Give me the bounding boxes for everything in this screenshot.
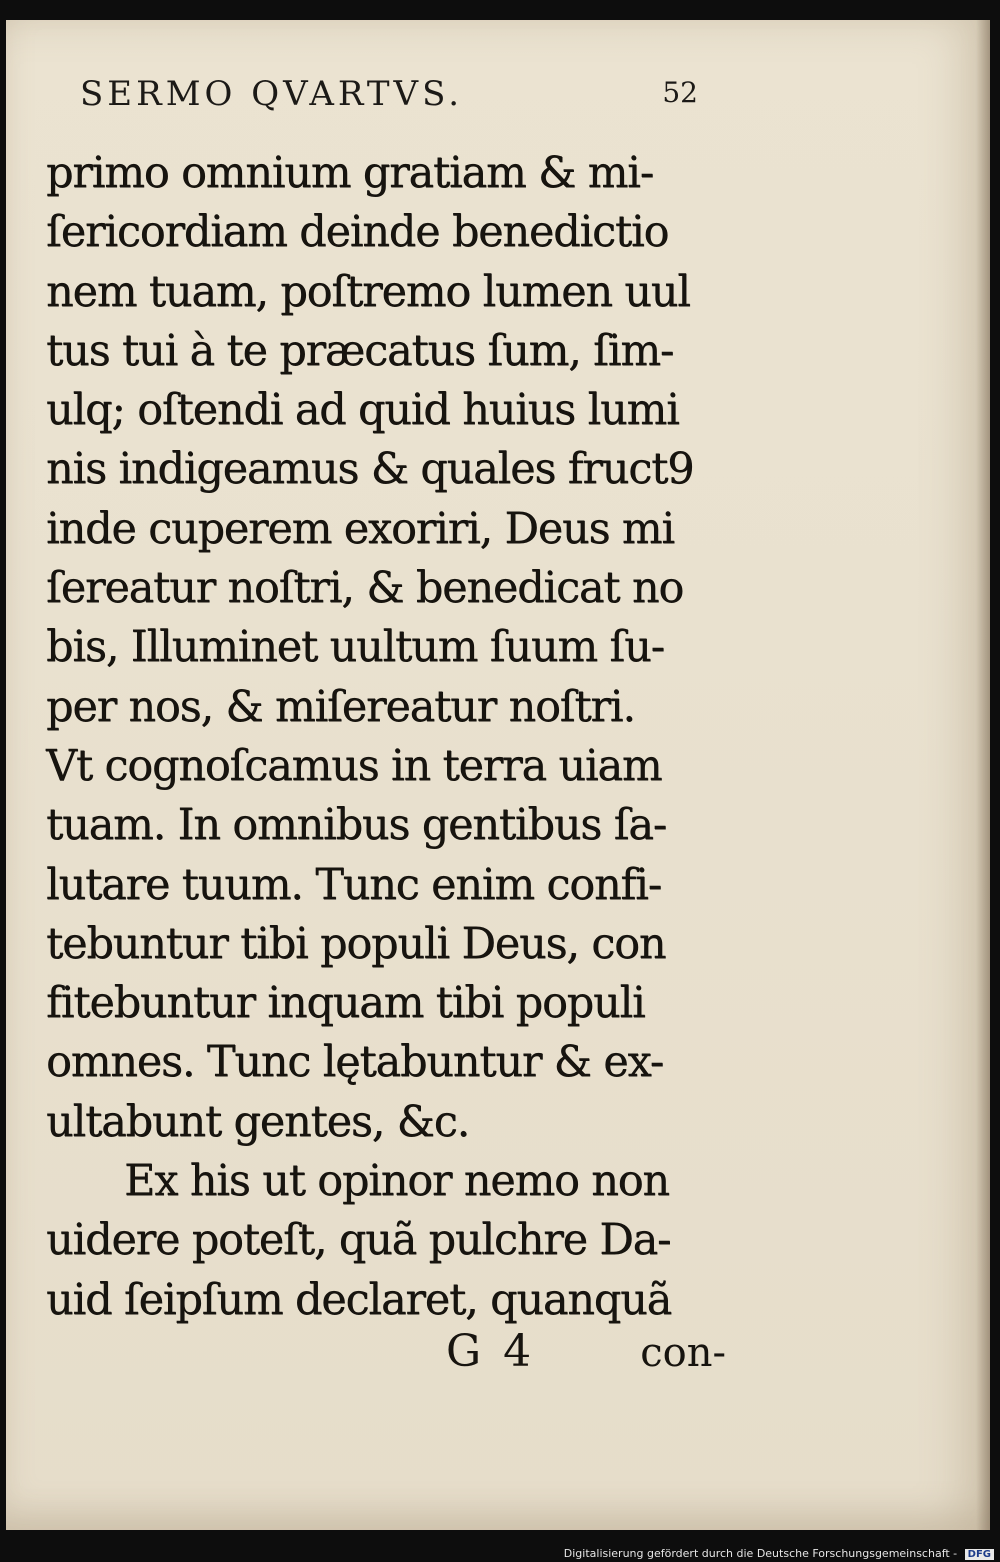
digitization-credit bbox=[564, 1547, 994, 1560]
text-line: per nos, & miſereatur noſtri. bbox=[46, 681, 635, 732]
dfg-logo: DFG bbox=[965, 1549, 994, 1560]
text-line: ſereatur noſtri, & benedicat no bbox=[46, 563, 684, 614]
catchword: con- bbox=[640, 1330, 726, 1376]
text-line: lutare tuum. Tunc enim confi- bbox=[46, 859, 662, 910]
text-line: ulq; oſtendi ad quid huius lumi bbox=[46, 385, 679, 436]
signature-mark: G 4 bbox=[446, 1326, 536, 1377]
text-line: tebuntur tibi populi Deus, con bbox=[46, 918, 666, 969]
text-line: ultabunt gentes, &c. bbox=[46, 1096, 470, 1147]
text-line: nem tuam, poſtremo lumen uul bbox=[46, 266, 690, 317]
text-line-indented: Ex his ut opinor nemo non bbox=[124, 1156, 669, 1207]
text-line: fitebuntur inquam tibi populi bbox=[46, 978, 645, 1029]
text-line: uidere poteſt, quã pulchre Da- bbox=[46, 1215, 671, 1266]
text-line: primo omnium gratiam & mi- bbox=[46, 148, 654, 198]
folio-number: 52 bbox=[662, 76, 698, 109]
text-line: Vt cognoſcamus in terra uiam bbox=[46, 740, 662, 791]
text-line: inde cuperem exoriri, Deus mi bbox=[46, 503, 674, 554]
text-line: bis, Illuminet uultum ſuum ſu- bbox=[46, 622, 664, 673]
text-line: tus tui à te præcatus ſum, ſim- bbox=[46, 325, 674, 376]
text-line: omnes. Tunc lętabuntur & ex- bbox=[46, 1037, 664, 1088]
text-line: uid ſeipſum declaret, quanquã bbox=[46, 1274, 672, 1325]
running-head-title: SERMO QVARTVS. bbox=[80, 74, 464, 114]
book-page bbox=[6, 20, 990, 1530]
running-head bbox=[80, 74, 720, 134]
text-line: ſericordiam deinde benedictio bbox=[46, 207, 669, 258]
text-line: nis indigeamus & quales fruct9 bbox=[46, 444, 694, 495]
text-line: tuam. In omnibus gentibus ſa- bbox=[46, 800, 667, 851]
credit-text: Digitalisierung gefördert durch die Deutsche Forschungsgemeinschaft - bbox=[563, 1547, 958, 1560]
page-edge-shadow bbox=[976, 20, 990, 1530]
signature-line bbox=[446, 1326, 726, 1386]
text-block bbox=[46, 144, 726, 1330]
